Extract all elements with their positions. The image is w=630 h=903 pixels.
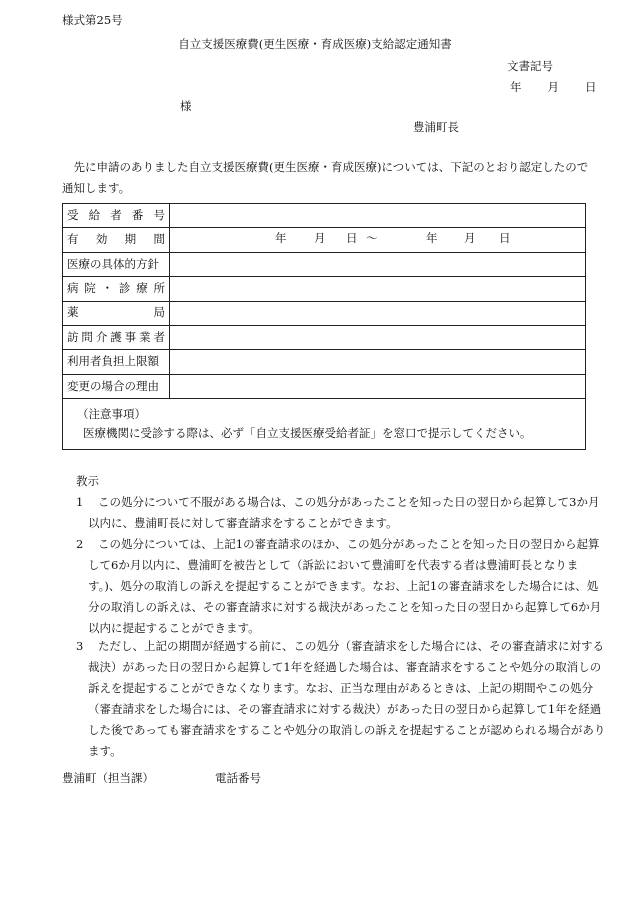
instructions-heading: 教示: [76, 474, 99, 488]
date-month: 月: [547, 80, 559, 94]
row-label-cell: [63, 302, 170, 325]
instruction-number: 1: [76, 495, 84, 509]
row-label: 受給者番号: [67, 207, 165, 222]
row-label-cell: [63, 277, 170, 300]
notes-section: [63, 399, 585, 449]
hospital-value: [170, 277, 585, 300]
instruction-text: ただし、上記の期間が経過する前に、この処分（審査請求をした場合には、その審査請求に対する裁決）があった日の翌日から起算して1年を経過した場合は、審査請求をすることや処分の取消しの訴えを提起することができなくなります。なお、正当な理由があるときは、上記の期間やこの処分（審査請求をした場合には、その審査請求に対する裁決）があった日の翌日から起算して1年を経過した後であっても審査請求をすることや処分の取消しの訴えを提起することが認められる場合があります。: [88, 639, 606, 758]
period-end-year: 年: [426, 231, 438, 246]
instruction-item: [76, 636, 608, 762]
home-care-provider-value: [170, 326, 585, 349]
row-label: 利用者負担上限額: [67, 354, 159, 369]
row-label: 薬局: [67, 305, 165, 320]
date-year: 年: [510, 80, 522, 94]
footer-department: 豊浦町（担当課）: [62, 771, 154, 785]
row-label: 有効期間: [67, 232, 165, 247]
recipient-number-value: [170, 204, 585, 227]
table-row: [63, 350, 585, 374]
row-label-cell: [63, 253, 170, 276]
certification-table: [62, 203, 586, 450]
pharmacy-value: [170, 302, 585, 325]
period-end-month: 月: [464, 231, 476, 246]
row-label-cell: [63, 350, 170, 373]
notes-heading: （注意事項）: [77, 407, 146, 422]
instruction-number: 2: [76, 537, 84, 551]
table-row: [63, 277, 585, 301]
instruction-text: この処分については、上記1の審査請求のほか、この処分があったことを知った日の翌日から起算して6か月以内に、豊浦町を被告として（訴訟において豊浦町を代表する者は豊浦町長となります。)、処分の取消しの訴えを提起することができます。なお、上記1の審査請求をした場合には、処分の取消しの訴えは、その審査請求に対する裁決があったことを知った日の翌日から起算して6か月以内に提起することができます。: [88, 537, 602, 635]
table-row: [63, 302, 585, 326]
row-label: 訪問介護事業者: [67, 329, 165, 344]
row-label: 変更の場合の理由: [67, 378, 159, 393]
table-row: [63, 375, 585, 399]
row-label-cell: [63, 326, 170, 349]
copay-limit-value: [170, 350, 585, 373]
sender-name: 豊浦町長: [413, 120, 459, 134]
period-start-day: 日: [346, 231, 358, 246]
instruction-number: 3: [76, 639, 84, 653]
footer-phone-label: 電話番号: [215, 771, 261, 785]
instruction-text: この処分について不服がある場合は、この処分があったことを知った日の翌日から起算して3か月以内に、豊浦町長に対して審査請求をすることができます。: [88, 495, 600, 530]
period-end-day: 日: [499, 231, 511, 246]
date-day: 日: [585, 80, 597, 94]
document-title: 自立支援医療費(更生医療・育成医療)支給認定通知書: [178, 37, 452, 51]
change-reason-value: [170, 375, 585, 398]
intro-paragraph: 先に申請のありました自立支援医療費(更生医療・育成医療)については、下記のとおり認定したので通知します。: [62, 160, 589, 195]
row-label-cell: [63, 228, 170, 251]
document-reference-label: 文書記号: [507, 59, 553, 73]
notes-body: 医療機関に受診する際は、必ず「自立支援医療受給者証」を窓口で提示してください。: [83, 426, 532, 441]
medical-policy-value: [170, 253, 585, 276]
instruction-item: [76, 492, 608, 534]
table-row: [63, 228, 585, 252]
row-label-cell: [63, 375, 170, 398]
validity-period-value: [170, 228, 585, 251]
table-row: [63, 253, 585, 277]
issue-date: [510, 81, 597, 95]
table-row: [63, 204, 585, 228]
period-start-year: 年: [275, 231, 287, 246]
form-number: 様式第25号: [62, 13, 123, 27]
period-start-month: 月: [314, 231, 326, 246]
table-row: [63, 326, 585, 350]
instruction-item: [76, 534, 608, 639]
recipient-suffix: 様: [180, 99, 192, 113]
row-label: 医療の具体的方針: [67, 256, 159, 271]
period-tilde: ～: [366, 231, 378, 246]
row-label: 病院・診療所: [67, 280, 165, 295]
row-label-cell: [63, 204, 170, 227]
